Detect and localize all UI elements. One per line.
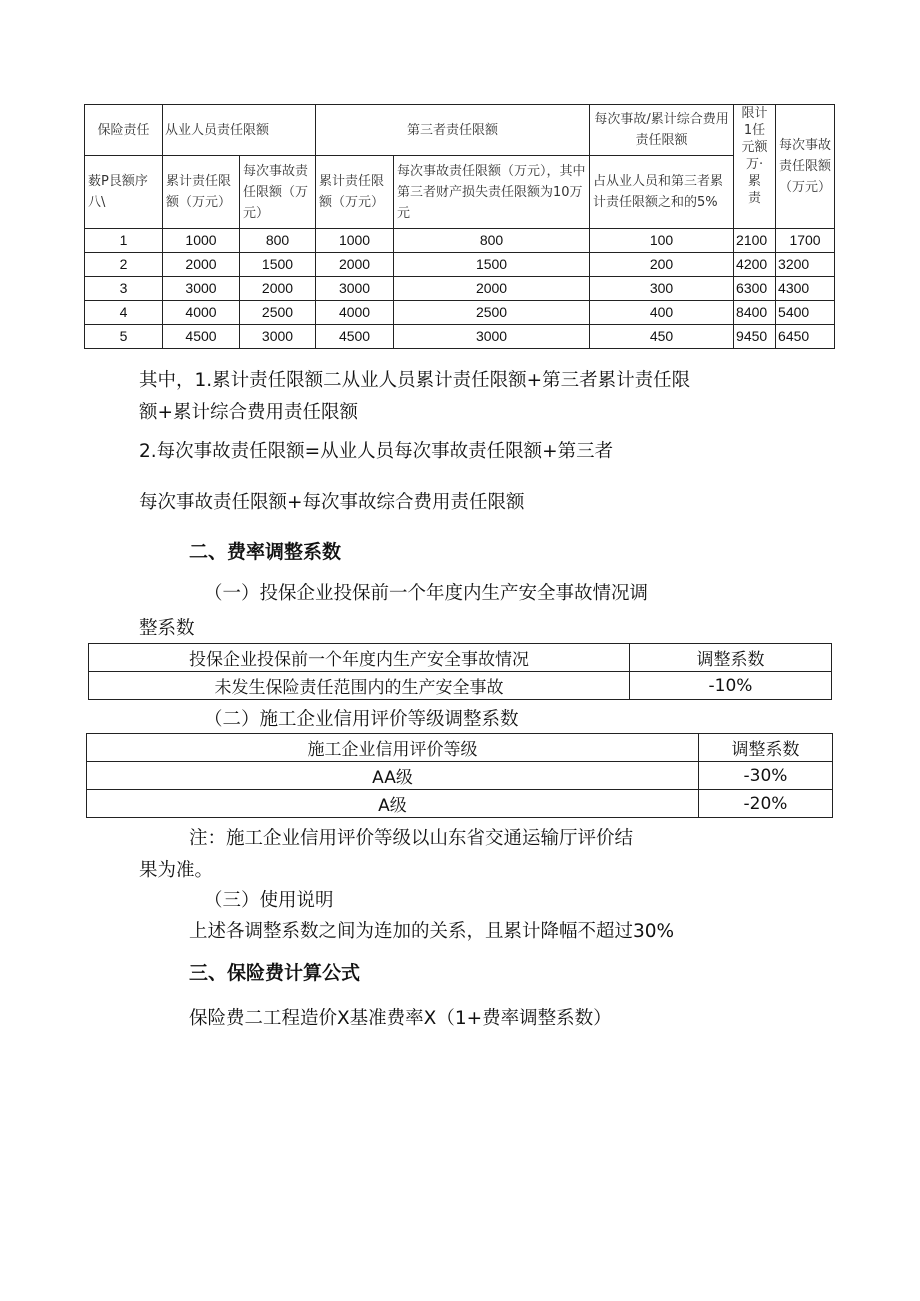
cell: 1500 <box>240 253 316 277</box>
cell: 未发生保险责任范围内的生产安全事故 <box>89 672 630 700</box>
cell: 3000 <box>163 277 240 301</box>
cell: 2000 <box>394 277 590 301</box>
cell: 1700 <box>776 229 835 253</box>
cell: 4500 <box>316 325 394 349</box>
table-row <box>85 253 835 277</box>
cell: 3000 <box>394 325 590 349</box>
cell: 6300 <box>734 277 776 301</box>
cell: 1000 <box>163 229 240 253</box>
cell: 300 <box>590 277 734 301</box>
cell: 3200 <box>776 253 835 277</box>
cell: 800 <box>240 229 316 253</box>
cell: 2000 <box>316 253 394 277</box>
cell: 450 <box>590 325 734 349</box>
table-header-row <box>87 734 833 762</box>
cell: 200 <box>590 253 734 277</box>
cell: 3000 <box>240 325 316 349</box>
table-row <box>85 301 835 325</box>
section3-formula: 保险费二工程造价X基准费率X（1+费率调整系数） <box>189 1008 612 1029</box>
header-tp-per-accident: 每次事故责任限额（万元），其中第三者财产损失责任限额为10万元 <box>394 156 590 229</box>
table-row <box>85 277 835 301</box>
cell: 4200 <box>734 253 776 277</box>
column-header: 调整系数 <box>630 644 832 672</box>
header-comp-ratio: 占从业人员和第三者累计责任限额之和的5% <box>590 156 734 229</box>
cell: 2000 <box>240 277 316 301</box>
cell: 2500 <box>240 301 316 325</box>
section2-note-line2: 果为准。 <box>139 860 214 881</box>
table-row <box>85 229 835 253</box>
header-comprehensive-cost: 每次事故/累计综合费用责任限额 <box>590 105 734 156</box>
header-tp-cumulative: 累计责任限额（万元） <box>316 156 394 229</box>
section3-title: 三、保险费计算公式 <box>189 962 361 984</box>
cell: 4300 <box>776 277 835 301</box>
cell: 4000 <box>316 301 394 325</box>
table-row <box>85 325 835 349</box>
cell: 6450 <box>776 325 835 349</box>
header-employee-limit: 从业人员责任限额 <box>163 105 316 156</box>
cell: 100 <box>590 229 734 253</box>
accident-adjustment-table <box>88 643 832 700</box>
cell: -20% <box>699 790 833 818</box>
header-insurance-liability: 保险责任 <box>85 105 163 156</box>
cell: -30% <box>699 762 833 790</box>
section2-sub2: （二）施工企业信用评价等级调整系数 <box>204 709 519 730</box>
table-row <box>87 790 833 818</box>
header-row-label: 薮P艮额序八\ <box>85 156 163 229</box>
cell: 800 <box>394 229 590 253</box>
cell: 3 <box>85 277 163 301</box>
note2-line2: 每次事故责任限额+每次事故综合费用责任限额 <box>139 492 525 513</box>
cell: 9450 <box>734 325 776 349</box>
section2-note-line1: 注：施工企业信用评价等级以山东省交通运输厅评价结 <box>189 828 634 849</box>
cell: 400 <box>590 301 734 325</box>
cell: 2500 <box>394 301 590 325</box>
section2-sub3: （三）使用说明 <box>204 890 334 911</box>
header-cumulative-limit: 限计 1任 元额 万· 累 责 <box>734 105 776 229</box>
header-emp-cumulative: 累计责任限额（万元） <box>163 156 240 229</box>
section2-usage: 上述各调整系数之间为连加的关系，且累计降幅不超过30% <box>189 921 675 942</box>
note2-line1: 2.每次事故责任限额=从业人员每次事故责任限额+第三者 <box>139 441 614 462</box>
cell: 8400 <box>734 301 776 325</box>
header-third-party-limit: 第三者责任限额 <box>316 105 590 156</box>
cell: 3000 <box>316 277 394 301</box>
cell: 2100 <box>734 229 776 253</box>
cell: -10% <box>630 672 832 700</box>
column-header: 施工企业信用评价等级 <box>87 734 699 762</box>
cell: 4500 <box>163 325 240 349</box>
header-emp-per-accident: 每次事故责任限额（万元） <box>240 156 316 229</box>
column-header: 投保企业投保前一个年度内生产安全事故情况 <box>89 644 630 672</box>
table-row <box>89 672 832 700</box>
section2-sub1-line2: 整系数 <box>139 618 195 639</box>
cell: A级 <box>87 790 699 818</box>
header-per-accident-limit-total: 每次事故责任限额（万元） <box>776 105 835 229</box>
table-row <box>87 762 833 790</box>
cell: 2 <box>85 253 163 277</box>
cell: 2000 <box>163 253 240 277</box>
credit-rating-adjustment-table <box>86 733 833 818</box>
cell: 5400 <box>776 301 835 325</box>
column-header: 调整系数 <box>699 734 833 762</box>
cell: 4 <box>85 301 163 325</box>
cell: 4000 <box>163 301 240 325</box>
cell: 1 <box>85 229 163 253</box>
cell: 1500 <box>394 253 590 277</box>
note1-line1: 其中，1.累计责任限额二从业人员累计责任限额+第三者累计责任限 <box>139 370 691 391</box>
section2-sub1-line1: （一）投保企业投保前一个年度内生产安全事故情况调 <box>204 583 649 604</box>
cell: AA级 <box>87 762 699 790</box>
note1-line2: 额+累计综合费用责任限额 <box>139 402 359 423</box>
cell: 5 <box>85 325 163 349</box>
table-header-row <box>89 644 832 672</box>
cell: 1000 <box>316 229 394 253</box>
liability-limit-table <box>84 104 835 349</box>
section2-title: 二、费率调整系数 <box>189 541 342 563</box>
